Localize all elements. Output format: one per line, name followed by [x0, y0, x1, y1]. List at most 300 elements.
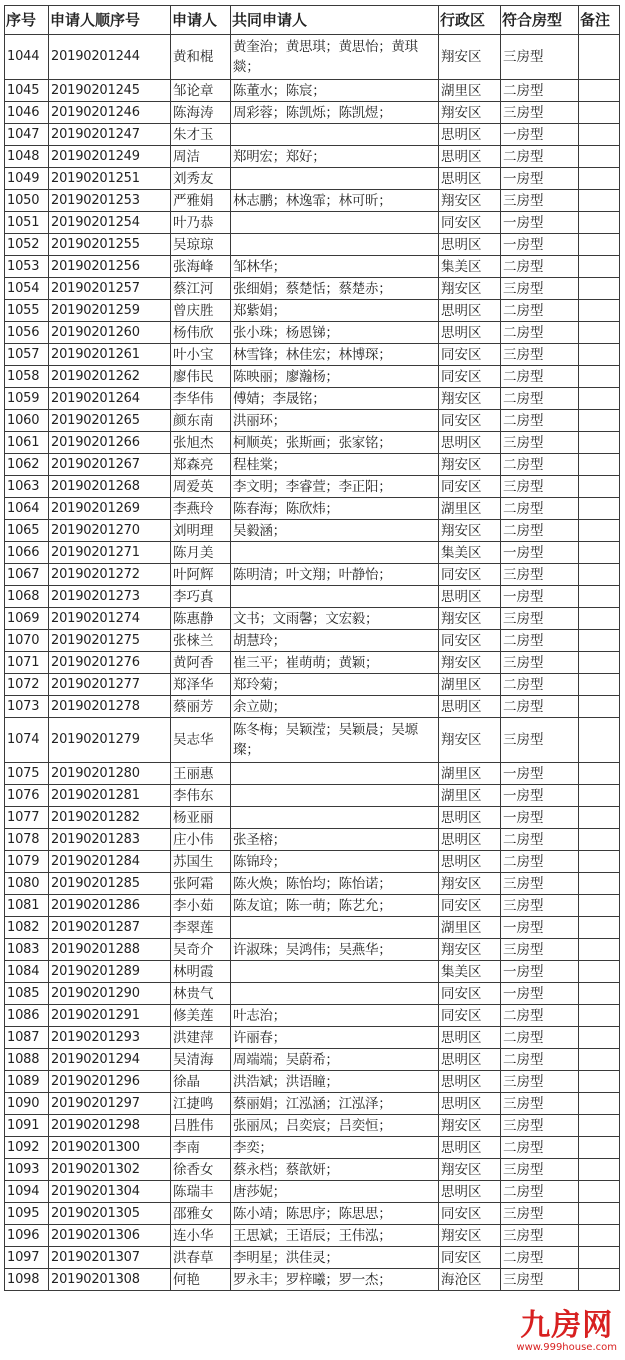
cell-applicant-order: 20190201247 [49, 124, 171, 146]
allocation-table-container [4, 5, 619, 1291]
table-row [5, 388, 620, 410]
cell-applicant: 王丽惠 [171, 763, 231, 785]
cell-district: 翔安区 [439, 190, 501, 212]
cell-applicant-order: 20190201275 [49, 630, 171, 652]
cell-room-type: 二房型 [501, 322, 579, 344]
cell-district: 思明区 [439, 851, 501, 873]
table-row [5, 454, 620, 476]
cell-serial: 1064 [5, 498, 49, 520]
cell-applicant: 邹论章 [171, 80, 231, 102]
cell-room-type: 一房型 [501, 917, 579, 939]
cell-applicant: 何艳 [171, 1269, 231, 1291]
cell-serial: 1068 [5, 586, 49, 608]
cell-room-type: 三房型 [501, 608, 579, 630]
cell-district: 思明区 [439, 168, 501, 190]
cell-co-applicants [231, 124, 439, 146]
cell-serial: 1063 [5, 476, 49, 498]
cell-remarks [579, 190, 620, 212]
cell-district: 思明区 [439, 1071, 501, 1093]
cell-remarks [579, 1071, 620, 1093]
cell-applicant-order: 20190201308 [49, 1269, 171, 1291]
cell-applicant: 洪春草 [171, 1247, 231, 1269]
cell-co-applicants [231, 917, 439, 939]
table-row [5, 917, 620, 939]
cell-applicant: 张旭杰 [171, 432, 231, 454]
cell-serial: 1097 [5, 1247, 49, 1269]
cell-applicant: 吴奇介 [171, 939, 231, 961]
cell-co-applicants: 郑明宏；郑好； [231, 146, 439, 168]
cell-remarks [579, 1181, 620, 1203]
cell-serial: 1094 [5, 1181, 49, 1203]
cell-district: 翔安区 [439, 35, 501, 80]
watermark-logo-text: 九房网 [520, 1308, 614, 1343]
cell-serial: 1087 [5, 1027, 49, 1049]
cell-co-applicants: 洪丽环； [231, 410, 439, 432]
cell-applicant-order: 20190201287 [49, 917, 171, 939]
cell-serial: 1067 [5, 564, 49, 586]
cell-district: 同安区 [439, 1203, 501, 1225]
cell-co-applicants: 陈小靖；陈思序；陈思思； [231, 1203, 439, 1225]
cell-room-type: 二房型 [501, 388, 579, 410]
cell-applicant-order: 20190201264 [49, 388, 171, 410]
cell-applicant-order: 20190201281 [49, 785, 171, 807]
cell-applicant: 黄和棍 [171, 35, 231, 80]
table-row [5, 146, 620, 168]
cell-room-type: 三房型 [501, 1203, 579, 1225]
cell-co-applicants: 崔三平；崔萌萌；黄颖； [231, 652, 439, 674]
cell-room-type: 二房型 [501, 1005, 579, 1027]
cell-serial: 1053 [5, 256, 49, 278]
cell-serial: 1069 [5, 608, 49, 630]
cell-serial: 1059 [5, 388, 49, 410]
cell-co-applicants: 文书；文雨馨；文宏毅； [231, 608, 439, 630]
cell-remarks [579, 652, 620, 674]
cell-serial: 1092 [5, 1137, 49, 1159]
cell-serial: 1051 [5, 212, 49, 234]
cell-district: 翔安区 [439, 939, 501, 961]
cell-district: 同安区 [439, 344, 501, 366]
cell-co-applicants [231, 542, 439, 564]
table-row [5, 1159, 620, 1181]
cell-serial: 1074 [5, 718, 49, 763]
cell-serial: 1090 [5, 1093, 49, 1115]
cell-co-applicants [231, 807, 439, 829]
cell-applicant: 陈惠静 [171, 608, 231, 630]
cell-applicant: 林贵气 [171, 983, 231, 1005]
cell-remarks [579, 498, 620, 520]
cell-room-type: 一房型 [501, 961, 579, 983]
cell-applicant-order: 20190201259 [49, 300, 171, 322]
cell-co-applicants: 黄奎治；黄思琪；黄思怡；黄琪燚； [231, 35, 439, 80]
table-row [5, 498, 620, 520]
cell-applicant-order: 20190201246 [49, 102, 171, 124]
cell-district: 思明区 [439, 300, 501, 322]
cell-district: 湖里区 [439, 917, 501, 939]
cell-applicant-order: 20190201305 [49, 1203, 171, 1225]
cell-remarks [579, 1247, 620, 1269]
cell-co-applicants: 陈火焕；陈怡均；陈怡诺； [231, 873, 439, 895]
cell-applicant: 杨亚丽 [171, 807, 231, 829]
cell-co-applicants: 唐莎妮； [231, 1181, 439, 1203]
cell-room-type: 二房型 [501, 674, 579, 696]
cell-remarks [579, 608, 620, 630]
cell-serial: 1077 [5, 807, 49, 829]
cell-room-type: 三房型 [501, 1225, 579, 1247]
cell-co-applicants: 张圣榕； [231, 829, 439, 851]
cell-district: 同安区 [439, 983, 501, 1005]
cell-co-applicants [231, 785, 439, 807]
cell-serial: 1054 [5, 278, 49, 300]
cell-applicant-order: 20190201304 [49, 1181, 171, 1203]
cell-district: 思明区 [439, 807, 501, 829]
cell-district: 翔安区 [439, 1159, 501, 1181]
table-row [5, 652, 620, 674]
cell-applicant-order: 20190201245 [49, 80, 171, 102]
table-row [5, 851, 620, 873]
cell-room-type: 三房型 [501, 278, 579, 300]
cell-applicant-order: 20190201279 [49, 718, 171, 763]
cell-remarks [579, 1005, 620, 1027]
cell-applicant: 徐香女 [171, 1159, 231, 1181]
cell-applicant: 郑森亮 [171, 454, 231, 476]
table-row [5, 278, 620, 300]
cell-remarks [579, 300, 620, 322]
cell-remarks [579, 1115, 620, 1137]
cell-co-applicants: 陈明清；叶文翔；叶静怡； [231, 564, 439, 586]
cell-applicant-order: 20190201271 [49, 542, 171, 564]
cell-applicant-order: 20190201307 [49, 1247, 171, 1269]
cell-district: 思明区 [439, 1027, 501, 1049]
table-row [5, 344, 620, 366]
cell-co-applicants: 罗永丰；罗梓曦；罗一杰； [231, 1269, 439, 1291]
cell-co-applicants: 林志鹏；林逸霏；林可昕； [231, 190, 439, 212]
cell-serial: 1096 [5, 1225, 49, 1247]
cell-co-applicants: 张丽凤；吕奕宸；吕奕恒； [231, 1115, 439, 1137]
cell-co-applicants: 许淑珠；吴鸿伟；吴燕华； [231, 939, 439, 961]
cell-co-applicants: 余立勋； [231, 696, 439, 718]
cell-district: 湖里区 [439, 498, 501, 520]
cell-district: 湖里区 [439, 785, 501, 807]
cell-room-type: 二房型 [501, 454, 579, 476]
cell-room-type: 一房型 [501, 124, 579, 146]
cell-district: 思明区 [439, 234, 501, 256]
cell-remarks [579, 586, 620, 608]
header-co-applicants: 共同申请人 [231, 6, 439, 35]
cell-district: 翔安区 [439, 873, 501, 895]
table-row [5, 829, 620, 851]
cell-applicant-order: 20190201257 [49, 278, 171, 300]
cell-applicant: 江捷鸣 [171, 1093, 231, 1115]
table-row [5, 542, 620, 564]
cell-remarks [579, 829, 620, 851]
cell-remarks [579, 124, 620, 146]
cell-co-applicants: 陈春海；陈欣炜； [231, 498, 439, 520]
cell-room-type: 二房型 [501, 1137, 579, 1159]
cell-serial: 1080 [5, 873, 49, 895]
cell-serial: 1045 [5, 80, 49, 102]
cell-serial: 1082 [5, 917, 49, 939]
cell-applicant: 刘秀友 [171, 168, 231, 190]
cell-room-type: 一房型 [501, 586, 579, 608]
cell-applicant-order: 20190201294 [49, 1049, 171, 1071]
cell-remarks [579, 785, 620, 807]
cell-co-applicants [231, 212, 439, 234]
header-applicant: 申请人 [171, 6, 231, 35]
cell-co-applicants [231, 763, 439, 785]
cell-serial: 1044 [5, 35, 49, 80]
cell-co-applicants: 李明星；洪佳灵； [231, 1247, 439, 1269]
cell-room-type: 二房型 [501, 1247, 579, 1269]
cell-co-applicants [231, 586, 439, 608]
table-row [5, 1181, 620, 1203]
cell-district: 集美区 [439, 256, 501, 278]
table-row [5, 520, 620, 542]
cell-applicant-order: 20190201262 [49, 366, 171, 388]
cell-applicant-order: 20190201302 [49, 1159, 171, 1181]
table-row [5, 1115, 620, 1137]
table-row [5, 366, 620, 388]
cell-room-type: 三房型 [501, 1093, 579, 1115]
cell-remarks [579, 939, 620, 961]
cell-room-type: 三房型 [501, 35, 579, 80]
cell-room-type: 三房型 [501, 939, 579, 961]
cell-applicant: 吴琼琼 [171, 234, 231, 256]
cell-co-applicants: 郑玲菊； [231, 674, 439, 696]
cell-remarks [579, 212, 620, 234]
cell-remarks [579, 564, 620, 586]
cell-applicant-order: 20190201298 [49, 1115, 171, 1137]
table-row [5, 168, 620, 190]
cell-room-type: 二房型 [501, 146, 579, 168]
table-row [5, 983, 620, 1005]
cell-room-type: 三房型 [501, 1269, 579, 1291]
header-applicant-order: 申请人顺序号 [49, 6, 171, 35]
cell-applicant: 叶乃恭 [171, 212, 231, 234]
cell-applicant: 杨伟欣 [171, 322, 231, 344]
cell-remarks [579, 807, 620, 829]
table-row [5, 124, 620, 146]
cell-co-applicants: 叶志治； [231, 1005, 439, 1027]
header-remarks: 备注 [579, 6, 620, 35]
table-row [5, 608, 620, 630]
cell-remarks [579, 278, 620, 300]
cell-room-type: 一房型 [501, 168, 579, 190]
cell-remarks [579, 146, 620, 168]
cell-serial: 1083 [5, 939, 49, 961]
cell-room-type: 三房型 [501, 344, 579, 366]
cell-applicant-order: 20190201274 [49, 608, 171, 630]
cell-district: 同安区 [439, 1247, 501, 1269]
cell-remarks [579, 410, 620, 432]
cell-remarks [579, 983, 620, 1005]
table-row [5, 785, 620, 807]
cell-serial: 1073 [5, 696, 49, 718]
cell-co-applicants [231, 234, 439, 256]
table-row [5, 718, 620, 763]
table-row [5, 939, 620, 961]
cell-applicant: 张海峰 [171, 256, 231, 278]
cell-room-type: 二房型 [501, 829, 579, 851]
cell-applicant: 陈海涛 [171, 102, 231, 124]
cell-remarks [579, 80, 620, 102]
cell-room-type: 二房型 [501, 366, 579, 388]
cell-applicant-order: 20190201268 [49, 476, 171, 498]
cell-serial: 1048 [5, 146, 49, 168]
cell-applicant-order: 20190201291 [49, 1005, 171, 1027]
cell-applicant-order: 20190201289 [49, 961, 171, 983]
cell-room-type: 一房型 [501, 212, 579, 234]
cell-applicant-order: 20190201290 [49, 983, 171, 1005]
cell-co-applicants [231, 168, 439, 190]
cell-co-applicants: 傅婧；李晟铭； [231, 388, 439, 410]
cell-serial: 1078 [5, 829, 49, 851]
cell-applicant: 徐晶 [171, 1071, 231, 1093]
cell-district: 同安区 [439, 1005, 501, 1027]
cell-co-applicants [231, 983, 439, 1005]
cell-co-applicants: 李文明；李睿萱；李正阳； [231, 476, 439, 498]
cell-applicant: 洪建萍 [171, 1027, 231, 1049]
cell-co-applicants: 周端端；吴蔚希； [231, 1049, 439, 1071]
cell-applicant: 李巧真 [171, 586, 231, 608]
cell-serial: 1047 [5, 124, 49, 146]
cell-room-type: 三房型 [501, 895, 579, 917]
cell-applicant-order: 20190201288 [49, 939, 171, 961]
cell-serial: 1060 [5, 410, 49, 432]
cell-co-applicants: 邹林华； [231, 256, 439, 278]
table-row [5, 873, 620, 895]
cell-room-type: 二房型 [501, 1027, 579, 1049]
cell-remarks [579, 961, 620, 983]
cell-district: 思明区 [439, 146, 501, 168]
cell-remarks [579, 1159, 620, 1181]
cell-room-type: 三房型 [501, 564, 579, 586]
cell-applicant: 陈瑞丰 [171, 1181, 231, 1203]
cell-district: 思明区 [439, 1181, 501, 1203]
cell-room-type: 二房型 [501, 498, 579, 520]
cell-applicant-order: 20190201276 [49, 652, 171, 674]
cell-room-type: 三房型 [501, 476, 579, 498]
cell-district: 同安区 [439, 410, 501, 432]
cell-remarks [579, 1137, 620, 1159]
table-row [5, 256, 620, 278]
cell-remarks [579, 344, 620, 366]
cell-room-type: 三房型 [501, 652, 579, 674]
table-row [5, 1203, 620, 1225]
cell-applicant-order: 20190201269 [49, 498, 171, 520]
cell-district: 同安区 [439, 366, 501, 388]
table-row [5, 1269, 620, 1291]
cell-co-applicants: 李奕； [231, 1137, 439, 1159]
cell-applicant: 周爱英 [171, 476, 231, 498]
cell-district: 集美区 [439, 542, 501, 564]
cell-district: 湖里区 [439, 763, 501, 785]
cell-room-type: 二房型 [501, 410, 579, 432]
table-row [5, 763, 620, 785]
cell-co-applicants: 陈映丽；廖瀚杨； [231, 366, 439, 388]
cell-remarks [579, 895, 620, 917]
cell-district: 思明区 [439, 432, 501, 454]
cell-remarks [579, 168, 620, 190]
cell-serial: 1071 [5, 652, 49, 674]
cell-applicant: 叶阿辉 [171, 564, 231, 586]
cell-room-type: 一房型 [501, 234, 579, 256]
cell-remarks [579, 388, 620, 410]
cell-co-applicants: 蔡永档；蔡歆妍； [231, 1159, 439, 1181]
cell-applicant-order: 20190201266 [49, 432, 171, 454]
cell-applicant-order: 20190201261 [49, 344, 171, 366]
cell-applicant-order: 20190201278 [49, 696, 171, 718]
table-row [5, 1027, 620, 1049]
cell-applicant-order: 20190201256 [49, 256, 171, 278]
cell-co-applicants [231, 961, 439, 983]
cell-district: 翔安区 [439, 1225, 501, 1247]
cell-remarks [579, 1269, 620, 1291]
cell-applicant-order: 20190201270 [49, 520, 171, 542]
cell-room-type: 一房型 [501, 785, 579, 807]
cell-room-type: 一房型 [501, 983, 579, 1005]
cell-room-type: 二房型 [501, 696, 579, 718]
cell-applicant: 李南 [171, 1137, 231, 1159]
cell-room-type: 一房型 [501, 542, 579, 564]
cell-applicant-order: 20190201254 [49, 212, 171, 234]
cell-district: 思明区 [439, 322, 501, 344]
allocation-table [4, 5, 620, 1291]
table-row [5, 630, 620, 652]
table-row [5, 432, 620, 454]
cell-remarks [579, 454, 620, 476]
cell-applicant-order: 20190201267 [49, 454, 171, 476]
cell-co-applicants: 张小珠；杨恩锑； [231, 322, 439, 344]
cell-co-applicants: 周彩蓉；陈凯烁；陈凯煜； [231, 102, 439, 124]
cell-room-type: 二房型 [501, 300, 579, 322]
cell-applicant: 苏国生 [171, 851, 231, 873]
table-row [5, 35, 620, 80]
cell-applicant-order: 20190201253 [49, 190, 171, 212]
cell-applicant: 李华伟 [171, 388, 231, 410]
cell-remarks [579, 1049, 620, 1071]
watermark-logo [516, 1310, 617, 1354]
cell-serial: 1057 [5, 344, 49, 366]
table-row [5, 212, 620, 234]
cell-applicant: 叶小宝 [171, 344, 231, 366]
cell-applicant-order: 20190201285 [49, 873, 171, 895]
cell-applicant-order: 20190201249 [49, 146, 171, 168]
table-row [5, 300, 620, 322]
table-row [5, 1137, 620, 1159]
cell-applicant: 吴清海 [171, 1049, 231, 1071]
cell-room-type: 一房型 [501, 807, 579, 829]
header-room-type: 符合房型 [501, 6, 579, 35]
cell-room-type: 三房型 [501, 718, 579, 763]
cell-district: 思明区 [439, 1049, 501, 1071]
table-row [5, 1093, 620, 1115]
cell-room-type: 三房型 [501, 190, 579, 212]
cell-district: 湖里区 [439, 80, 501, 102]
cell-serial: 1095 [5, 1203, 49, 1225]
cell-applicant: 郑泽华 [171, 674, 231, 696]
cell-remarks [579, 630, 620, 652]
cell-district: 思明区 [439, 829, 501, 851]
cell-applicant: 李翠莲 [171, 917, 231, 939]
cell-applicant: 张阿霜 [171, 873, 231, 895]
cell-serial: 1072 [5, 674, 49, 696]
cell-serial: 1079 [5, 851, 49, 873]
cell-remarks [579, 322, 620, 344]
cell-remarks [579, 542, 620, 564]
table-row [5, 80, 620, 102]
table-row [5, 564, 620, 586]
cell-remarks [579, 917, 620, 939]
